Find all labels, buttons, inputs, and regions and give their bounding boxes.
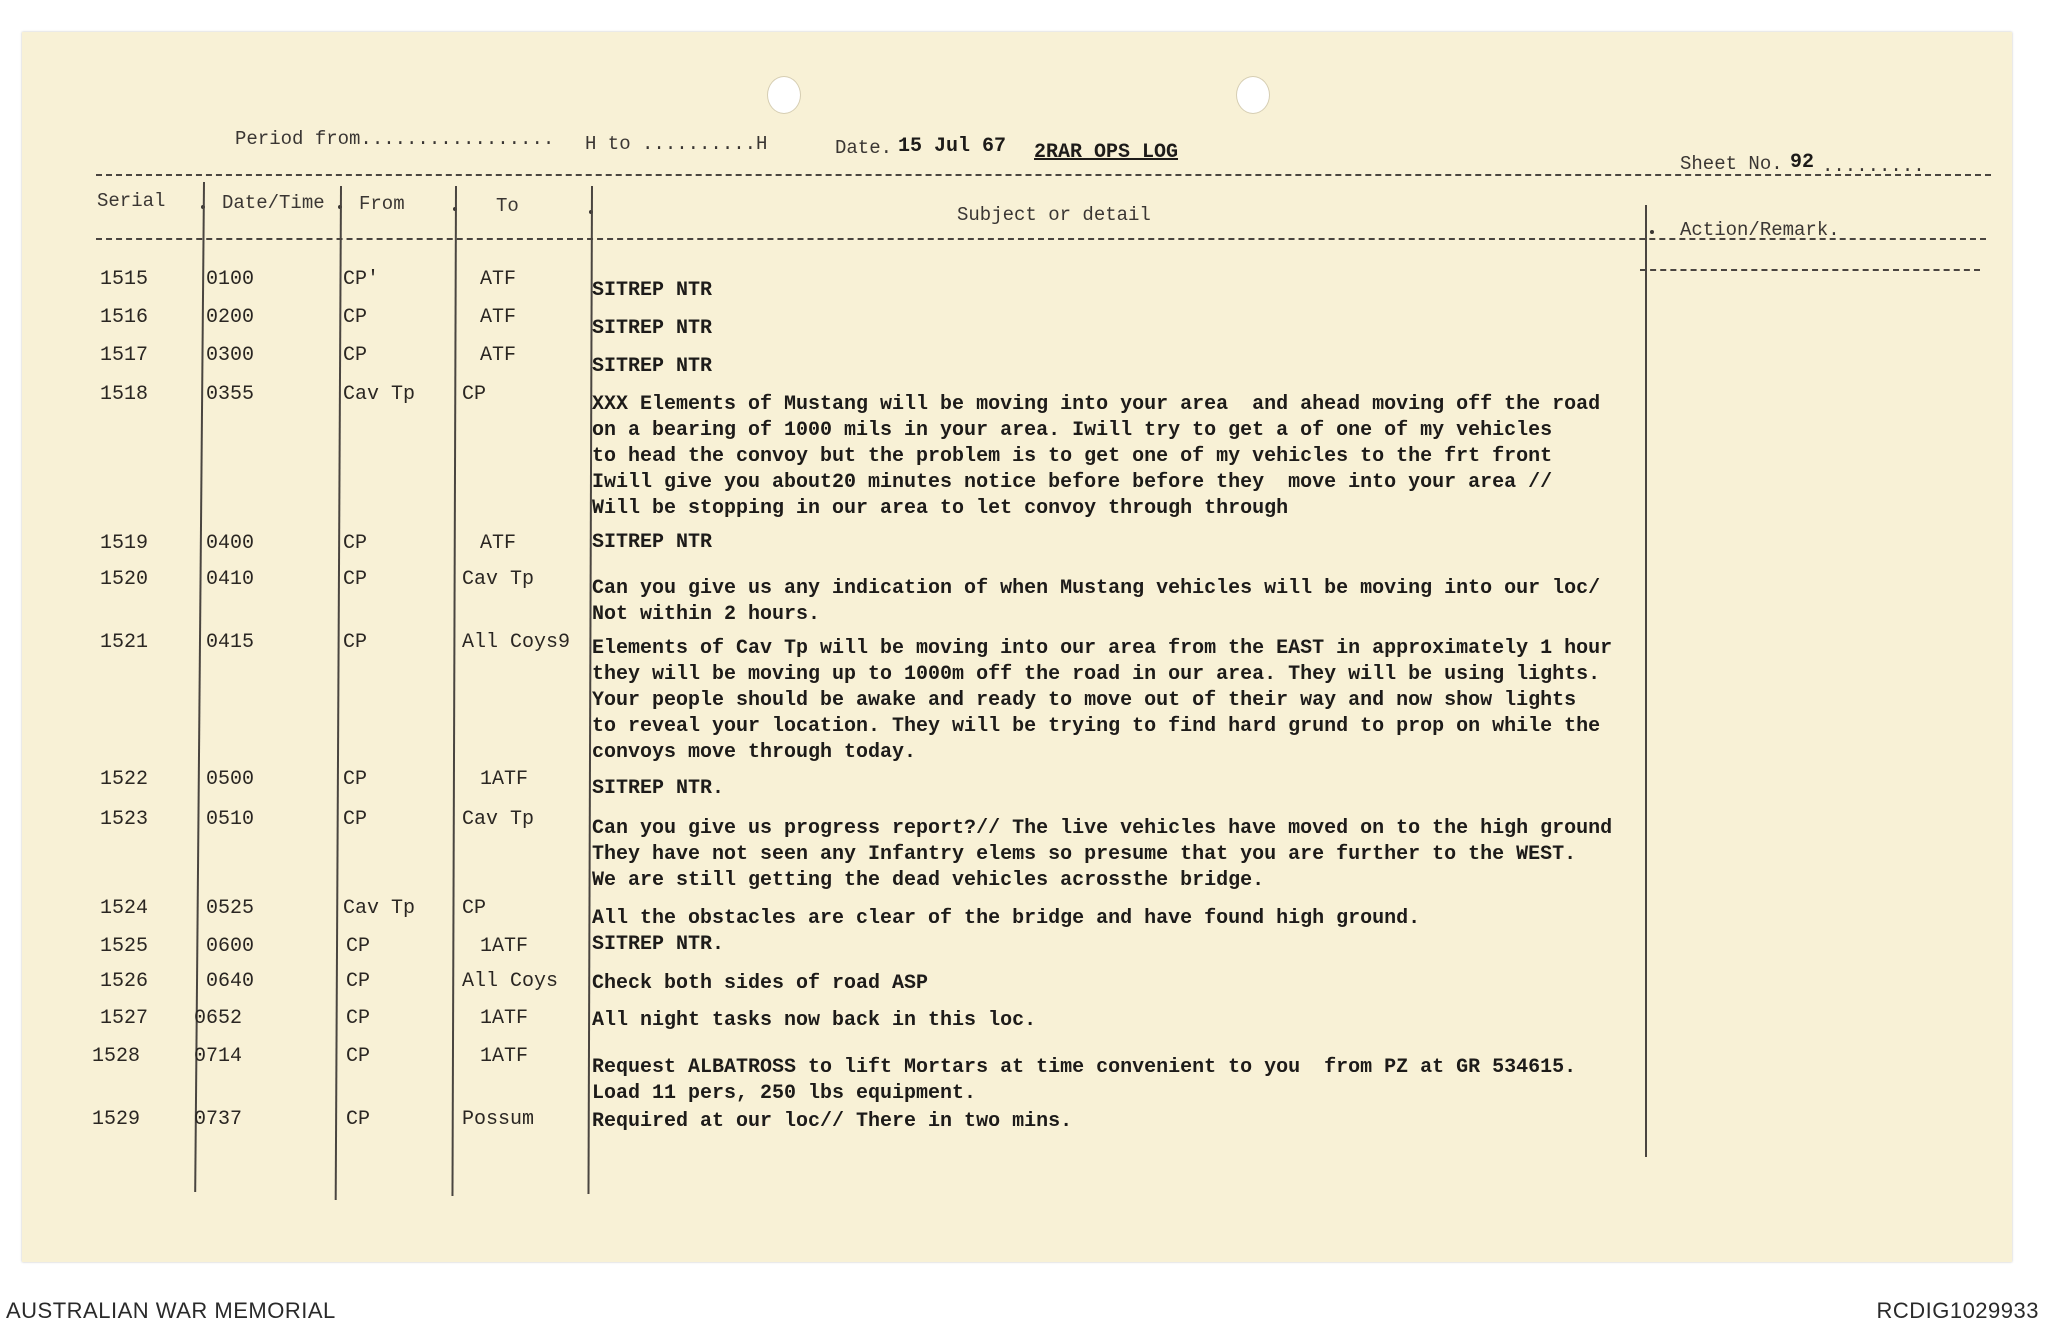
- subject-line: to reveal your location. They will be trying to find hard grund to prop on while the: [592, 715, 1601, 738]
- col-subject: Subject or detail: [957, 204, 1151, 226]
- entry-to: 1ATF: [480, 768, 529, 791]
- subject-line: Check both sides of road ASP: [592, 972, 929, 995]
- entry-serial: 1522: [100, 768, 149, 791]
- subject-line: Iwill give you about20 minutes notice before before they move into your area //: [592, 471, 1553, 494]
- entry-to: ATF: [480, 532, 517, 555]
- entry-from: Cav Tp: [343, 383, 416, 406]
- entry-subject: [592, 1008, 1036, 1034]
- entry-time: 0600: [206, 935, 255, 958]
- divider-action: [1645, 205, 1647, 1157]
- entry-serial: 1523: [100, 808, 149, 831]
- entry-subject: [592, 576, 1600, 628]
- entry-serial: 1520: [100, 568, 149, 591]
- entry-from: CP: [346, 970, 371, 993]
- subject-line: SITREP NTR: [592, 317, 713, 340]
- sheet-label: Sheet No.: [1680, 153, 1783, 175]
- subject-line: Your people should be awake and ready to move out of their way and now show lights: [592, 689, 1577, 712]
- entry-to: 1ATF: [480, 1007, 529, 1030]
- col-from: From: [359, 193, 405, 215]
- footer-left: AUSTRALIAN WAR MEMORIAL: [6, 1298, 336, 1323]
- date-value: 15 Jul 67: [898, 135, 1007, 158]
- col-to: To: [496, 195, 519, 217]
- entry-serial: 1518: [100, 383, 149, 406]
- subject-line: Not within 2 hours.: [592, 603, 821, 626]
- entry-to: CP: [462, 897, 487, 920]
- log-title: 2RAR OPS LOG: [1034, 141, 1179, 164]
- entry-subject: [592, 1055, 1576, 1107]
- entry-time: 0500: [206, 768, 255, 791]
- entry-to: All Coys: [462, 970, 559, 993]
- entry-time: 0100: [206, 268, 255, 291]
- h-to-label: H to ..........H: [585, 133, 768, 155]
- entry-from: CP': [343, 268, 380, 291]
- entry-time: 0737: [194, 1108, 243, 1131]
- entry-from: CP: [343, 768, 368, 791]
- entry-subject: [592, 971, 928, 997]
- entry-time: 0410: [206, 568, 255, 591]
- subject-line: SITREP NTR.: [592, 933, 725, 956]
- col-serial: Serial: [97, 190, 166, 212]
- entry-time: 0510: [206, 808, 255, 831]
- entry-time: 0200: [206, 306, 255, 329]
- entry-serial: 1527: [100, 1007, 149, 1030]
- footer-right: RCDIG1029933: [1876, 1298, 2039, 1323]
- sheet-number: 92: [1790, 151, 1815, 174]
- entry-from: CP: [343, 631, 368, 654]
- entry-to: 1ATF: [480, 1045, 529, 1068]
- entry-from: CP: [343, 808, 368, 831]
- entry-from: CP: [346, 935, 371, 958]
- entry-serial: 1516: [100, 306, 149, 329]
- subject-line: Can you give us any indication of when Mustang vehicles will be moving into our loc/: [592, 577, 1601, 600]
- entry-serial: 1528: [92, 1045, 141, 1068]
- subject-line: SITREP NTR: [592, 279, 713, 302]
- entry-subject: [592, 906, 1420, 932]
- entry-to: ATF: [480, 306, 517, 329]
- subject-line: Required at our loc// There in two mins.: [592, 1110, 1073, 1133]
- header-dot: [1650, 230, 1654, 234]
- entry-to: Cav Tp: [462, 568, 535, 591]
- entry-subject: [592, 776, 724, 802]
- entry-subject: [592, 392, 1600, 522]
- entry-subject: [592, 530, 712, 556]
- entry-from: Cav Tp: [343, 897, 416, 920]
- entry-to: ATF: [480, 268, 517, 291]
- entry-from: CP: [343, 532, 368, 555]
- entry-subject: [592, 816, 1612, 894]
- entry-from: CP: [346, 1007, 371, 1030]
- subject-line: We are still getting the dead vehicles acrossthe bridge.: [592, 869, 1265, 892]
- entry-to: ATF: [480, 344, 517, 367]
- subject-line: SITREP NTR: [592, 531, 713, 554]
- subject-line: Will be stopping in our area to let convoy through through: [592, 497, 1289, 520]
- subject-line: convoys move through today.: [592, 741, 917, 764]
- subject-line: They have not seen any Infantry elems so presume that you are further to the WEST.: [592, 843, 1577, 866]
- entry-to: CP: [462, 383, 487, 406]
- subject-line: Can you give us progress report?// The live vehicles have moved on to the high ground: [592, 817, 1613, 840]
- subject-line: Request ALBATROSS to lift Mortars at time convenient to you from PZ at GR 534615.: [592, 1056, 1577, 1079]
- entry-subject: [592, 278, 712, 304]
- subject-line: SITREP NTR.: [592, 777, 725, 800]
- col-datetime: Date/Time: [222, 192, 325, 214]
- punch-hole-right: [1236, 76, 1270, 114]
- entry-serial: 1524: [100, 897, 149, 920]
- entry-from: CP: [343, 568, 368, 591]
- entry-serial: 1519: [100, 532, 149, 555]
- subject-line: Elements of Cav Tp will be moving into our area from the EAST in approximately 1 hour: [592, 637, 1613, 660]
- entry-time: 0640: [206, 970, 255, 993]
- entry-time: 0525: [206, 897, 255, 920]
- date-label: Date.: [835, 137, 893, 159]
- subject-line: SITREP NTR: [592, 355, 713, 378]
- entry-serial: 1529: [92, 1108, 141, 1131]
- entry-time: 0415: [206, 631, 255, 654]
- entry-time: 0300: [206, 344, 255, 367]
- entry-from: CP: [343, 306, 368, 329]
- entry-serial: 1515: [100, 268, 149, 291]
- top-rule: [96, 174, 1991, 176]
- subject-line: All night tasks now back in this loc.: [592, 1009, 1037, 1032]
- entry-from: CP: [346, 1045, 371, 1068]
- entry-serial: 1525: [100, 935, 149, 958]
- entry-time: 0355: [206, 383, 255, 406]
- punch-hole-left: [767, 76, 801, 114]
- col-action: Action/Remark.: [1680, 219, 1840, 241]
- entry-subject: [592, 1109, 1072, 1135]
- entry-to: Possum: [462, 1108, 535, 1131]
- subject-line: they will be moving up to 1000m off the road in our area. They will be using lights.: [592, 663, 1601, 686]
- sheet-dots: .........: [1822, 155, 1925, 177]
- entry-from: CP: [346, 1108, 371, 1131]
- entry-serial: 1526: [100, 970, 149, 993]
- header-rule-right: [1640, 269, 1980, 271]
- subject-line: All the obstacles are clear of the bridge and have found high ground.: [592, 907, 1421, 930]
- entry-time: 0714: [194, 1045, 243, 1068]
- entry-to: All Coys9: [462, 631, 571, 654]
- entry-serial: 1517: [100, 344, 149, 367]
- subject-line: XXX Elements of Mustang will be moving into your area and ahead moving off the road: [592, 393, 1601, 416]
- subject-line: to head the convoy but the problem is to get one of my vehicles to the frt front: [592, 445, 1553, 468]
- entry-subject: [592, 636, 1612, 766]
- entry-subject: [592, 354, 712, 380]
- entry-time: 0400: [206, 532, 255, 555]
- entry-from: CP: [343, 344, 368, 367]
- entry-to: 1ATF: [480, 935, 529, 958]
- period-from-label: Period from.................: [235, 128, 555, 150]
- entry-to: Cav Tp: [462, 808, 535, 831]
- entry-subject: [592, 932, 724, 958]
- entry-serial: 1521: [100, 631, 149, 654]
- subject-line: Load 11 pers, 250 lbs equipment.: [592, 1082, 977, 1105]
- entry-time: 0652: [194, 1007, 243, 1030]
- subject-line: on a bearing of 1000 mils in your area. Iwill try to get a of one of my vehicles: [592, 419, 1553, 442]
- entry-subject: [592, 316, 712, 342]
